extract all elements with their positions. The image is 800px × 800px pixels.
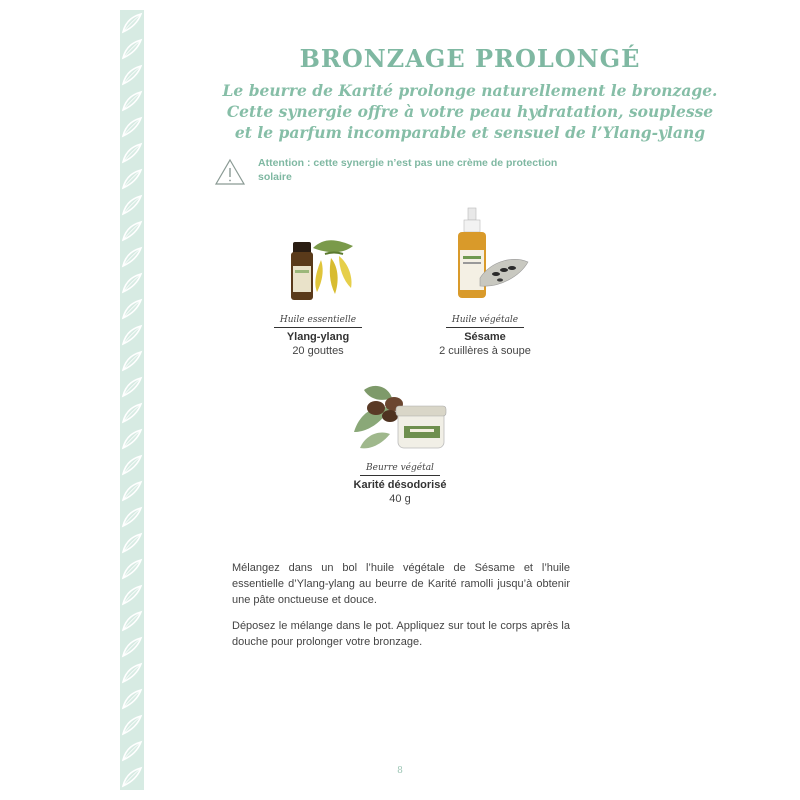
ingredient-quantity: 2 cuillères à soupe <box>439 345 531 357</box>
ingredient-sesame <box>420 206 550 357</box>
ingredient-ylang-ylang <box>258 236 378 357</box>
ingredient-name: Sésame <box>464 331 506 343</box>
ingredient-quantity: 20 gouttes <box>292 345 344 357</box>
sesame-oil-bottle-icon <box>440 206 530 304</box>
page-number: 8 <box>397 766 403 776</box>
karite-jar-icon <box>350 382 450 452</box>
instructions <box>232 560 570 660</box>
warning-triangle-icon <box>214 158 246 186</box>
subtitle-line: Cette synergie offre à votre peau hydratation, souplesse <box>226 102 714 121</box>
instruction-paragraph: Mélangez dans un bol l’huile végétale de Sésame et l’huile essentielle d’Ylang-ylang au beurre de Karité ramolli jusqu’à obtenir une pâte onctueuse et douce. <box>232 562 570 606</box>
ingredient-karite <box>330 382 470 505</box>
leaf-pattern-icon <box>120 10 144 790</box>
subtitle <box>180 80 760 143</box>
warning-text: Attention : cette synergie n’est pas une crème de protection solaire <box>258 157 558 183</box>
ylang-ylang-bottle-icon <box>273 236 363 304</box>
ingredient-quantity: 40 g <box>389 493 411 505</box>
subtitle-line: Le beurre de Karité prolonge naturellement le bronzage. <box>222 81 718 100</box>
decorative-border <box>120 10 144 790</box>
page-title: BRONZAGE PROLONGÉ <box>299 44 641 73</box>
ingredient-name: Ylang-ylang <box>286 331 350 343</box>
ingredient-category: Huile végétale <box>446 315 524 328</box>
ingredient-name: Karité désodorisé <box>353 479 447 491</box>
instruction-paragraph: Déposez le mélange dans le pot. Appliquez sur tout le corps après la douche pour prolonger votre bronzage. <box>232 620 570 648</box>
ingredient-category: Beurre végétal <box>360 463 440 476</box>
ingredient-category: Huile essentielle <box>274 315 362 328</box>
subtitle-line: et le parfum incomparable et sensuel de l’Ylang-ylang <box>234 123 706 142</box>
